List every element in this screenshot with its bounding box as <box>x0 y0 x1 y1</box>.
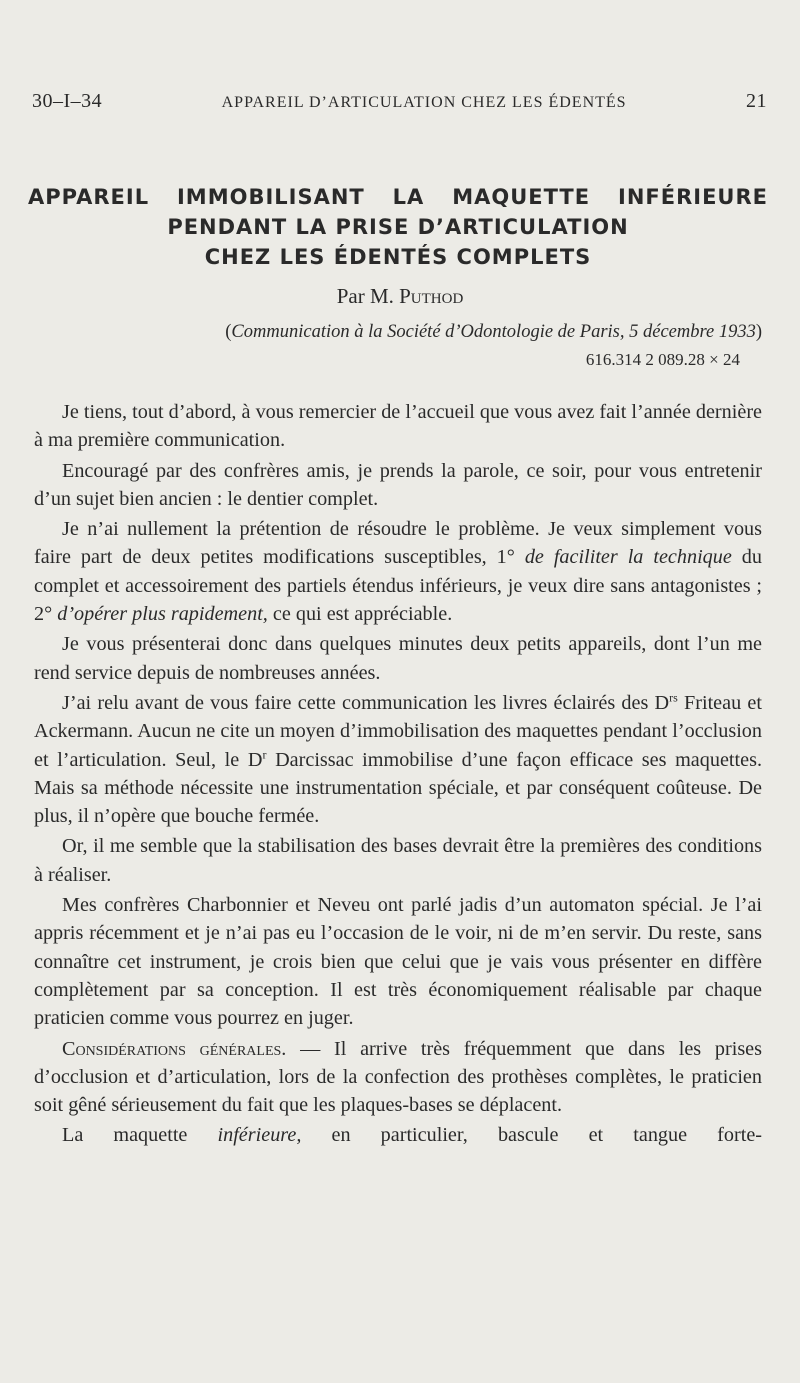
running-head-date: 30–I–34 <box>32 90 103 112</box>
communication-date: 5 décembre 1933 <box>629 322 756 342</box>
communication-note: (Communication à la Société d’Odontologie de Paris, 5 décembre 1933) <box>225 322 762 342</box>
title-line-1: APPAREIL IMMOBILISANT LA MAQUETTE INFÉRIEURE <box>28 185 768 209</box>
paragraph-1: Je tiens, tout d’abord, à vous remercier de l’accueil que vous avez fait l’année dernière à ma première communication. <box>34 401 762 452</box>
author-prefix: Par M. <box>336 284 394 308</box>
paragraph-7: Mes confrères Charbonnier et Neveu ont parlé jadis d’un automaton spécial. Je l’ai appris récemment et je n’ai pas eu l’occasion de le voir, ni de m’en servir. Du reste, sans connaître cet instrument, je crois bien que celui que je vais vous présenter en diffère complètement par sa conception. Il est très économiquement réalisable par chaque praticien comme vous pourrez en juger. <box>34 894 762 1030</box>
paragraph-3: Je n’ai nullement la prétention de résoudre le problème. Je veux simplement vous faire part de deux petites modifications susceptibles, 1° de faciliter la technique du complet et accessoirement des partiels étendus inférieurs, je veux dire sans antagonistes ; 2° d’opérer plus rapidement, ce qui est appréciable. <box>34 518 762 626</box>
classification-code: 616.314 2 089.28 × 24 <box>585 350 740 369</box>
body-text <box>34 398 762 1152</box>
paragraph-4: Je vous présenterai donc dans quelques minutes deux petits appareils, dont l’un me rend service depuis de nombreuses années. <box>34 633 762 684</box>
title-line-3: CHEZ LES ÉDENTÉS COMPLETS <box>204 245 592 269</box>
article-title <box>28 182 768 272</box>
author-line <box>0 284 800 309</box>
paragraph-9: La maquette inférieure, en particulier, bascule et tangue forte- <box>62 1124 763 1147</box>
communication-text: Communication à la Société d’Odontologie de Paris, <box>231 322 625 342</box>
running-head <box>32 90 767 113</box>
paragraph-5: J’ai relu avant de vous faire cette communication les livres éclairés des $D^{rs}$ Friteau et Ackermann. Aucun ne cite un moyen d’immobilisation des maquettes pendant l’occlusion et l’articulation. Seul, le $D^r$ Darcissac immobilise d’une façon efficace ses maquettes. Mais sa méthode nécessite une instrumentation spéciale, et par conséquent coûteuse. De plus, il n’opère que bouche fermée. <box>34 690 762 828</box>
page-number: 21 <box>746 90 767 112</box>
paragraph-2: Encouragé par des confrères amis, je prends la parole, ce soir, pour vous entretenir d’un sujet bien ancien : le dentier complet. <box>34 459 762 510</box>
running-head-title: APPAREIL D’ARTICULATION CHEZ LES ÉDENTÉS <box>221 94 627 111</box>
title-line-2: PENDANT LA PRISE D’ARTICULATION <box>167 215 629 239</box>
section-heading: Considérations générales. <box>62 1037 287 1060</box>
paragraph-8: Considérations générales. — Il arrive très fréquemment que dans les prises d’occlusion et d’articulation, lors de la confection des prothèses complètes, le praticien soit gêné sérieusement du fait que les plaques-bases se déplacent. <box>34 1037 762 1117</box>
author-name: Puthod <box>399 284 464 308</box>
paragraph-6: Or, il me semble que la stabilisation des bases devrait être la premières des conditions à réaliser. <box>34 835 762 886</box>
